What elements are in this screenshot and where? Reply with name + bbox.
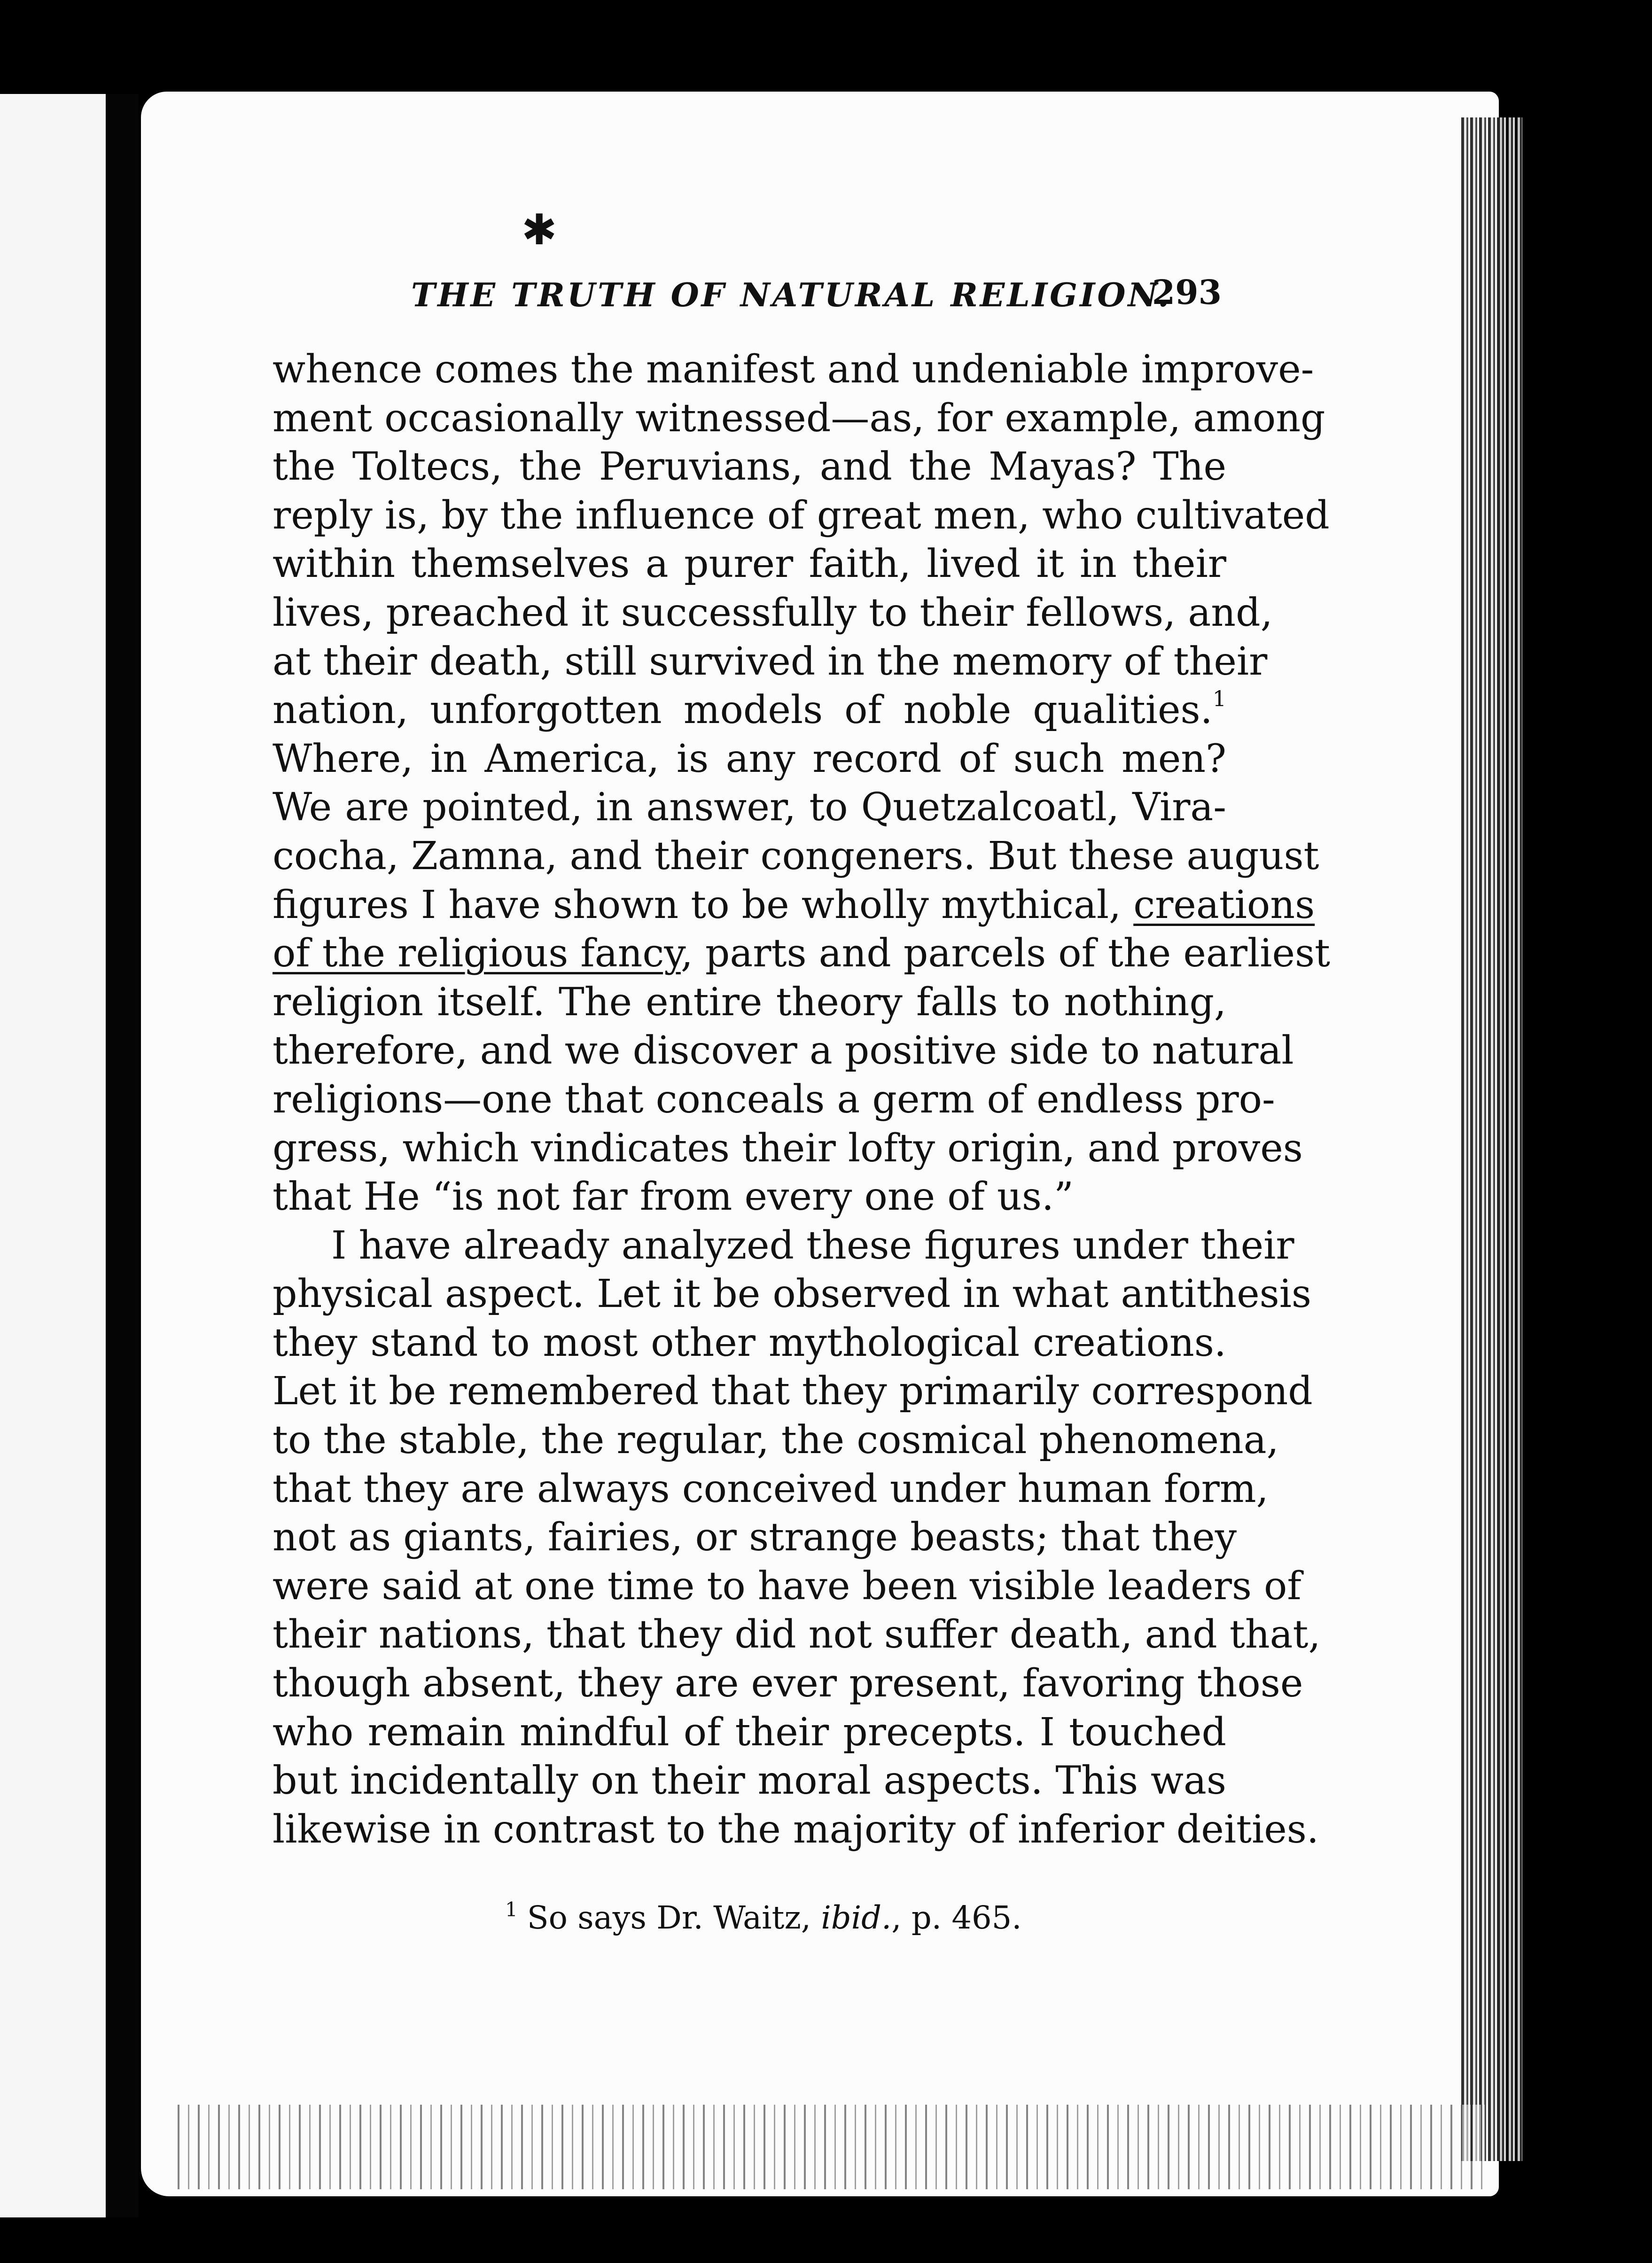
text-line: that He “is not far from every one of us.” — [273, 1174, 1074, 1220]
footnote-text-end: , p. 465. — [891, 1899, 1022, 1936]
underlined-annotation: creations — [1133, 882, 1315, 927]
text-line: to the stable, the regular, the cosmical phenomena, — [273, 1418, 1279, 1463]
text-line: that they are always conceived under human form, — [273, 1466, 1269, 1511]
text-line: therefore, and we discover a positive side to natural — [273, 1028, 1294, 1073]
text-line: religions—one that conceals a germ of endless pro- — [273, 1077, 1275, 1122]
page-gutter-shadow — [1461, 117, 1522, 2161]
text-line: the Toltecs, the Peruvians, and the Mayas? The — [273, 444, 1226, 490]
text-line-content: , parts and parcels of the earliest — [680, 931, 1331, 976]
text-line: We are pointed, in answer, to Quetzalcoatl, Vira- — [273, 785, 1226, 830]
footnote-italic: ibid. — [821, 1899, 892, 1936]
ink-blot-icon: ✱ — [522, 205, 557, 255]
text-line — [273, 881, 1315, 930]
text-line: they stand to most other mythological creations. — [273, 1320, 1226, 1365]
text-line: gress, which vindicates their lofty origin, and proves — [273, 1126, 1303, 1171]
text-line: their nations, that they did not suffer death, and that, — [273, 1612, 1321, 1657]
text-line: I have already analyzed these figures under their — [331, 1223, 1294, 1268]
footnote — [505, 1898, 1116, 1950]
text-line: physical aspect. Let it be observed in what antithesis — [273, 1272, 1311, 1317]
left-page-edge — [0, 94, 139, 2217]
text-line: not as giants, fairies, or strange beasts; that they — [273, 1515, 1237, 1560]
text-line: within themselves a purer faith, lived it in their — [273, 542, 1226, 587]
text-line: though absent, they are ever present, favoring those — [273, 1661, 1303, 1706]
text-line: Let it be remembered that they primarily correspond — [273, 1369, 1313, 1414]
text-line: at their death, still survived in the memory of their — [273, 639, 1268, 684]
text-line: were said at one time to have been visible leaders of — [273, 1563, 1301, 1609]
page-bottom-speckle — [169, 2105, 1485, 2189]
text-line: but incidentally on their moral aspects. This was — [273, 1758, 1226, 1804]
footnote-text: So says Dr. Waitz, — [527, 1899, 821, 1936]
page-header — [268, 268, 1222, 324]
text-line: religion itself. The entire theory falls to nothing, — [273, 980, 1226, 1025]
text-line: reply is, by the influence of great men, who cultivated — [273, 493, 1330, 538]
text-line: Where, in America, is any record of such men? — [273, 736, 1226, 781]
text-line-content: figures I have shown to be wholly mythical, — [273, 882, 1134, 927]
text-line — [273, 686, 1226, 735]
text-line: lives, preached it successfully to their fellows, and, — [273, 590, 1273, 635]
body-text — [273, 345, 1331, 1854]
text-line: who remain mindful of their precepts. I touched — [273, 1710, 1226, 1755]
text-line: ment occasionally witnessed—as, for example, among — [273, 396, 1325, 441]
text-line — [273, 929, 1331, 978]
text-line: cocha, Zamna, and their congeners. But these august — [273, 833, 1319, 879]
text-line: whence comes the manifest and undeniable improve- — [273, 347, 1314, 392]
footnote-marker: 1 — [505, 1898, 518, 1921]
text-line-content: nation, unforgotten models of noble qualities. — [273, 688, 1213, 733]
footnote-reference: 1 — [1212, 686, 1226, 712]
running-head: THE TRUTH OF NATURAL RELIGION. — [411, 276, 1172, 314]
underlined-annotation: of the religious fancy — [273, 931, 681, 976]
text-line: likewise in contrast to the majority of inferior deities. — [273, 1807, 1319, 1852]
page-number: 293 — [1152, 272, 1222, 312]
